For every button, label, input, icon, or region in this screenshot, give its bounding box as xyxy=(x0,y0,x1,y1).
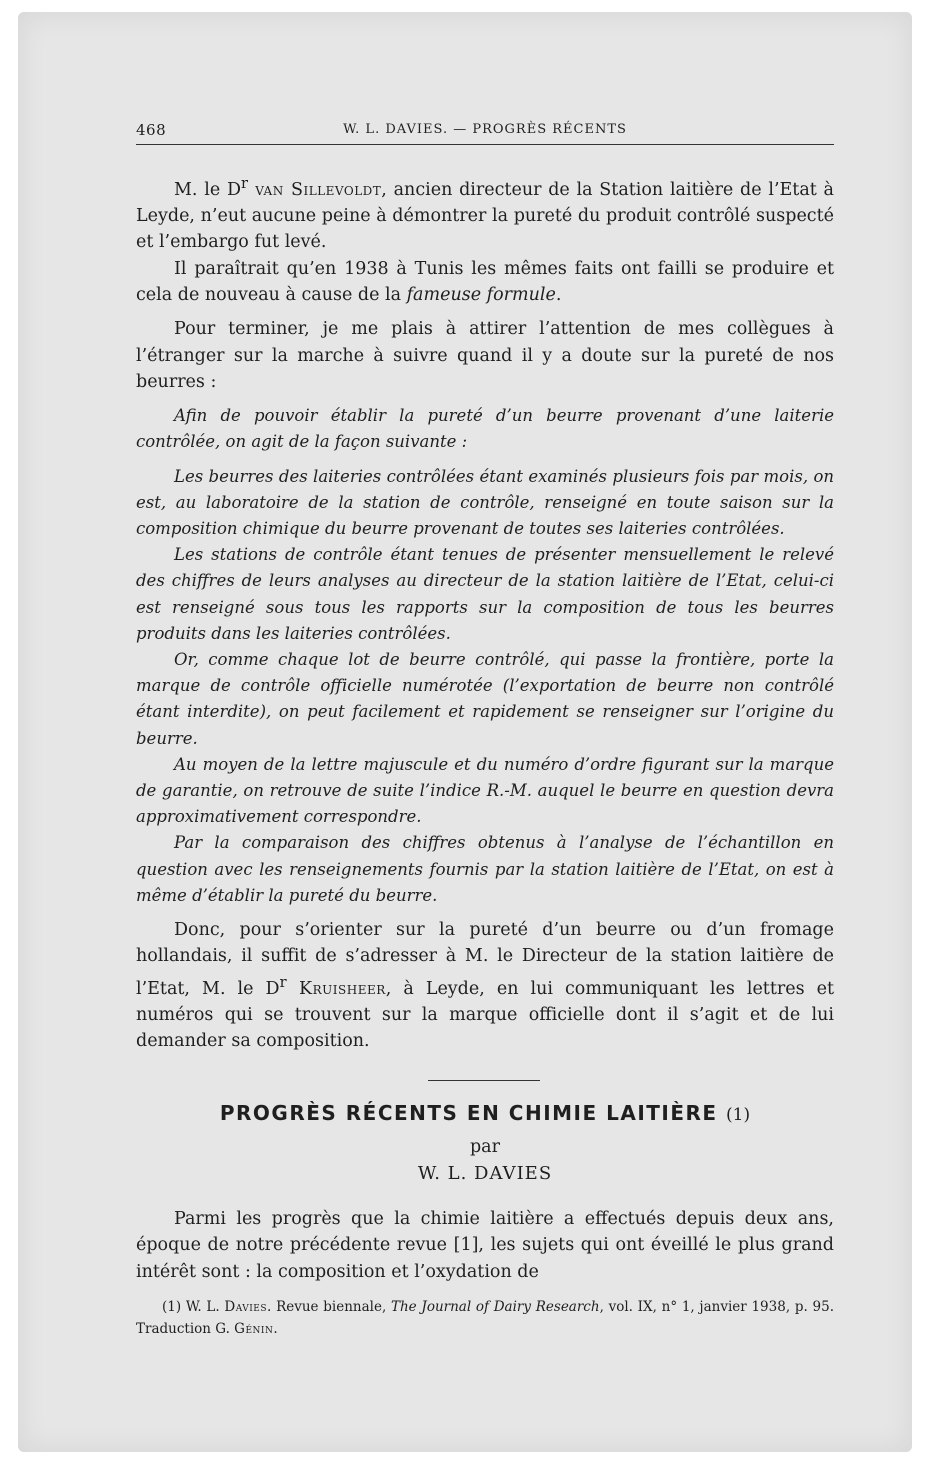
article-title xyxy=(136,1101,834,1125)
quoted-paragraph: Les beurres des laiteries contrôlées étant examinés plusieurs fois par mois, on est, au laboratoire de la station de contrôle, renseigné en toute saison sur la composition chimique du beurre provenant de toutes ses laiteries contrôlées. xyxy=(136,466,834,539)
text-run: , vol. IX, n° 1, janvier 1938, p. 95. Traduction G. xyxy=(136,1299,834,1337)
byline-par: par xyxy=(469,1137,500,1157)
footnote-marker: (1) xyxy=(726,1105,751,1125)
translator-name: Génin xyxy=(234,1321,274,1337)
person-name: Kruisheer xyxy=(286,978,386,999)
text-run: . xyxy=(273,1321,278,1337)
page-number: 468 xyxy=(136,121,167,139)
footnote xyxy=(136,1296,834,1340)
article-title-text: PROGRÈS RÉCENTS EN CHIMIE LAITIÈRE xyxy=(219,1101,718,1125)
section-divider xyxy=(428,1080,540,1081)
emphasis: fameuse formule xyxy=(406,285,556,306)
running-title: W. L. DAVIES. — PROGRÈS RÉCENTS xyxy=(343,122,627,137)
text-run: , à Leyde, en lui communiquant les lettres et numéros qui se trouvent sur la marque officielle dont il s’agit et de lui demander sa composition. xyxy=(136,978,834,1052)
quoted-paragraph: Au moyen de la lettre majuscule et du numéro d’ordre figurant sur la marque de garantie, on retrouve de suite l’indice R.-M. auquel le beurre en question devra approximativement correspondre. xyxy=(136,754,834,827)
text-run: (1) W. L. xyxy=(162,1299,225,1315)
superscript: r xyxy=(240,175,248,192)
quoted-paragraph: Les stations de contrôle étant tenues de présenter mensuellement le relevé des chiffres de leurs analyses au directeur de la station laitière de l’Etat, celui-ci est renseigné sous tous les rapports sur la composition de tous les beurres produits dans les laiteries contrôlées. xyxy=(136,545,834,643)
superscript: r xyxy=(279,973,287,991)
text-run: Il paraîtrait qu’en 1938 à Tunis les mêmes faits ont failli se produire et cela de nouveau à cause de la xyxy=(136,258,834,306)
article-body xyxy=(136,1206,834,1285)
text-run: , ancien directeur de la Station laitière de l’Etat à Leyde, n’eut aucune peine à démontrer la pureté du produit contrôlé suspecté et l’embargo fut levé. xyxy=(136,179,834,253)
text-run: M. le D xyxy=(174,179,241,200)
paragraph xyxy=(136,256,834,309)
text-run: . xyxy=(555,285,562,306)
paragraph: Pour terminer, je me plais à attirer l’attention de mes collègues à l’étranger sur la marche à suivre quand il y a doute sur la pureté de nos beurres : xyxy=(136,319,834,392)
journal-title: The Journal of Dairy Research xyxy=(390,1299,600,1315)
quoted-paragraph: Par la comparaison des chiffres obtenus à l’analyse de l’échantillon en question avec les renseignements fournis par la station laitière de l’Etat, on est à même d’établir la pureté du beurre. xyxy=(136,833,834,905)
quoted-paragraph: Afin de pouvoir établir la pureté d’un beurre provenant d’une laiterie contrôlée, on agit de la façon suivante : xyxy=(136,406,834,452)
footnote-text xyxy=(136,1296,834,1340)
text-run: . Revue biennale, xyxy=(267,1299,391,1315)
body-text xyxy=(136,171,834,1054)
running-header xyxy=(136,116,834,145)
person-name: van Sillevoldt xyxy=(247,179,382,200)
paragraph xyxy=(136,917,834,1054)
text-run: Donc, pour s’orienter sur la pureté d’un beurre ou d’un fromage hollandais, il suffit de s’adresser à M. le Directeur de la station laitière de l’Etat, M. le D xyxy=(136,920,834,999)
quoted-paragraph: Or, comme chaque lot de beurre contrôlé, qui passe la frontière, porte la marque de contrôle officielle numérotée (l’exportation de beurre non contrôlé étant interdite), on peut facilement et rapidement se renseigner sur l’origine du beurre. xyxy=(136,650,834,748)
paragraph xyxy=(136,171,834,256)
author-name: Davies xyxy=(224,1299,268,1315)
article-author: W. L. DAVIES xyxy=(417,1163,553,1184)
paragraph: Parmi les progrès que la chimie laitière a effectués depuis deux ans, époque de notre précédente revue [1], les sujets qui ont éveillé le plus grand intérêt sont : la composition et l’oxydation de xyxy=(136,1209,834,1282)
